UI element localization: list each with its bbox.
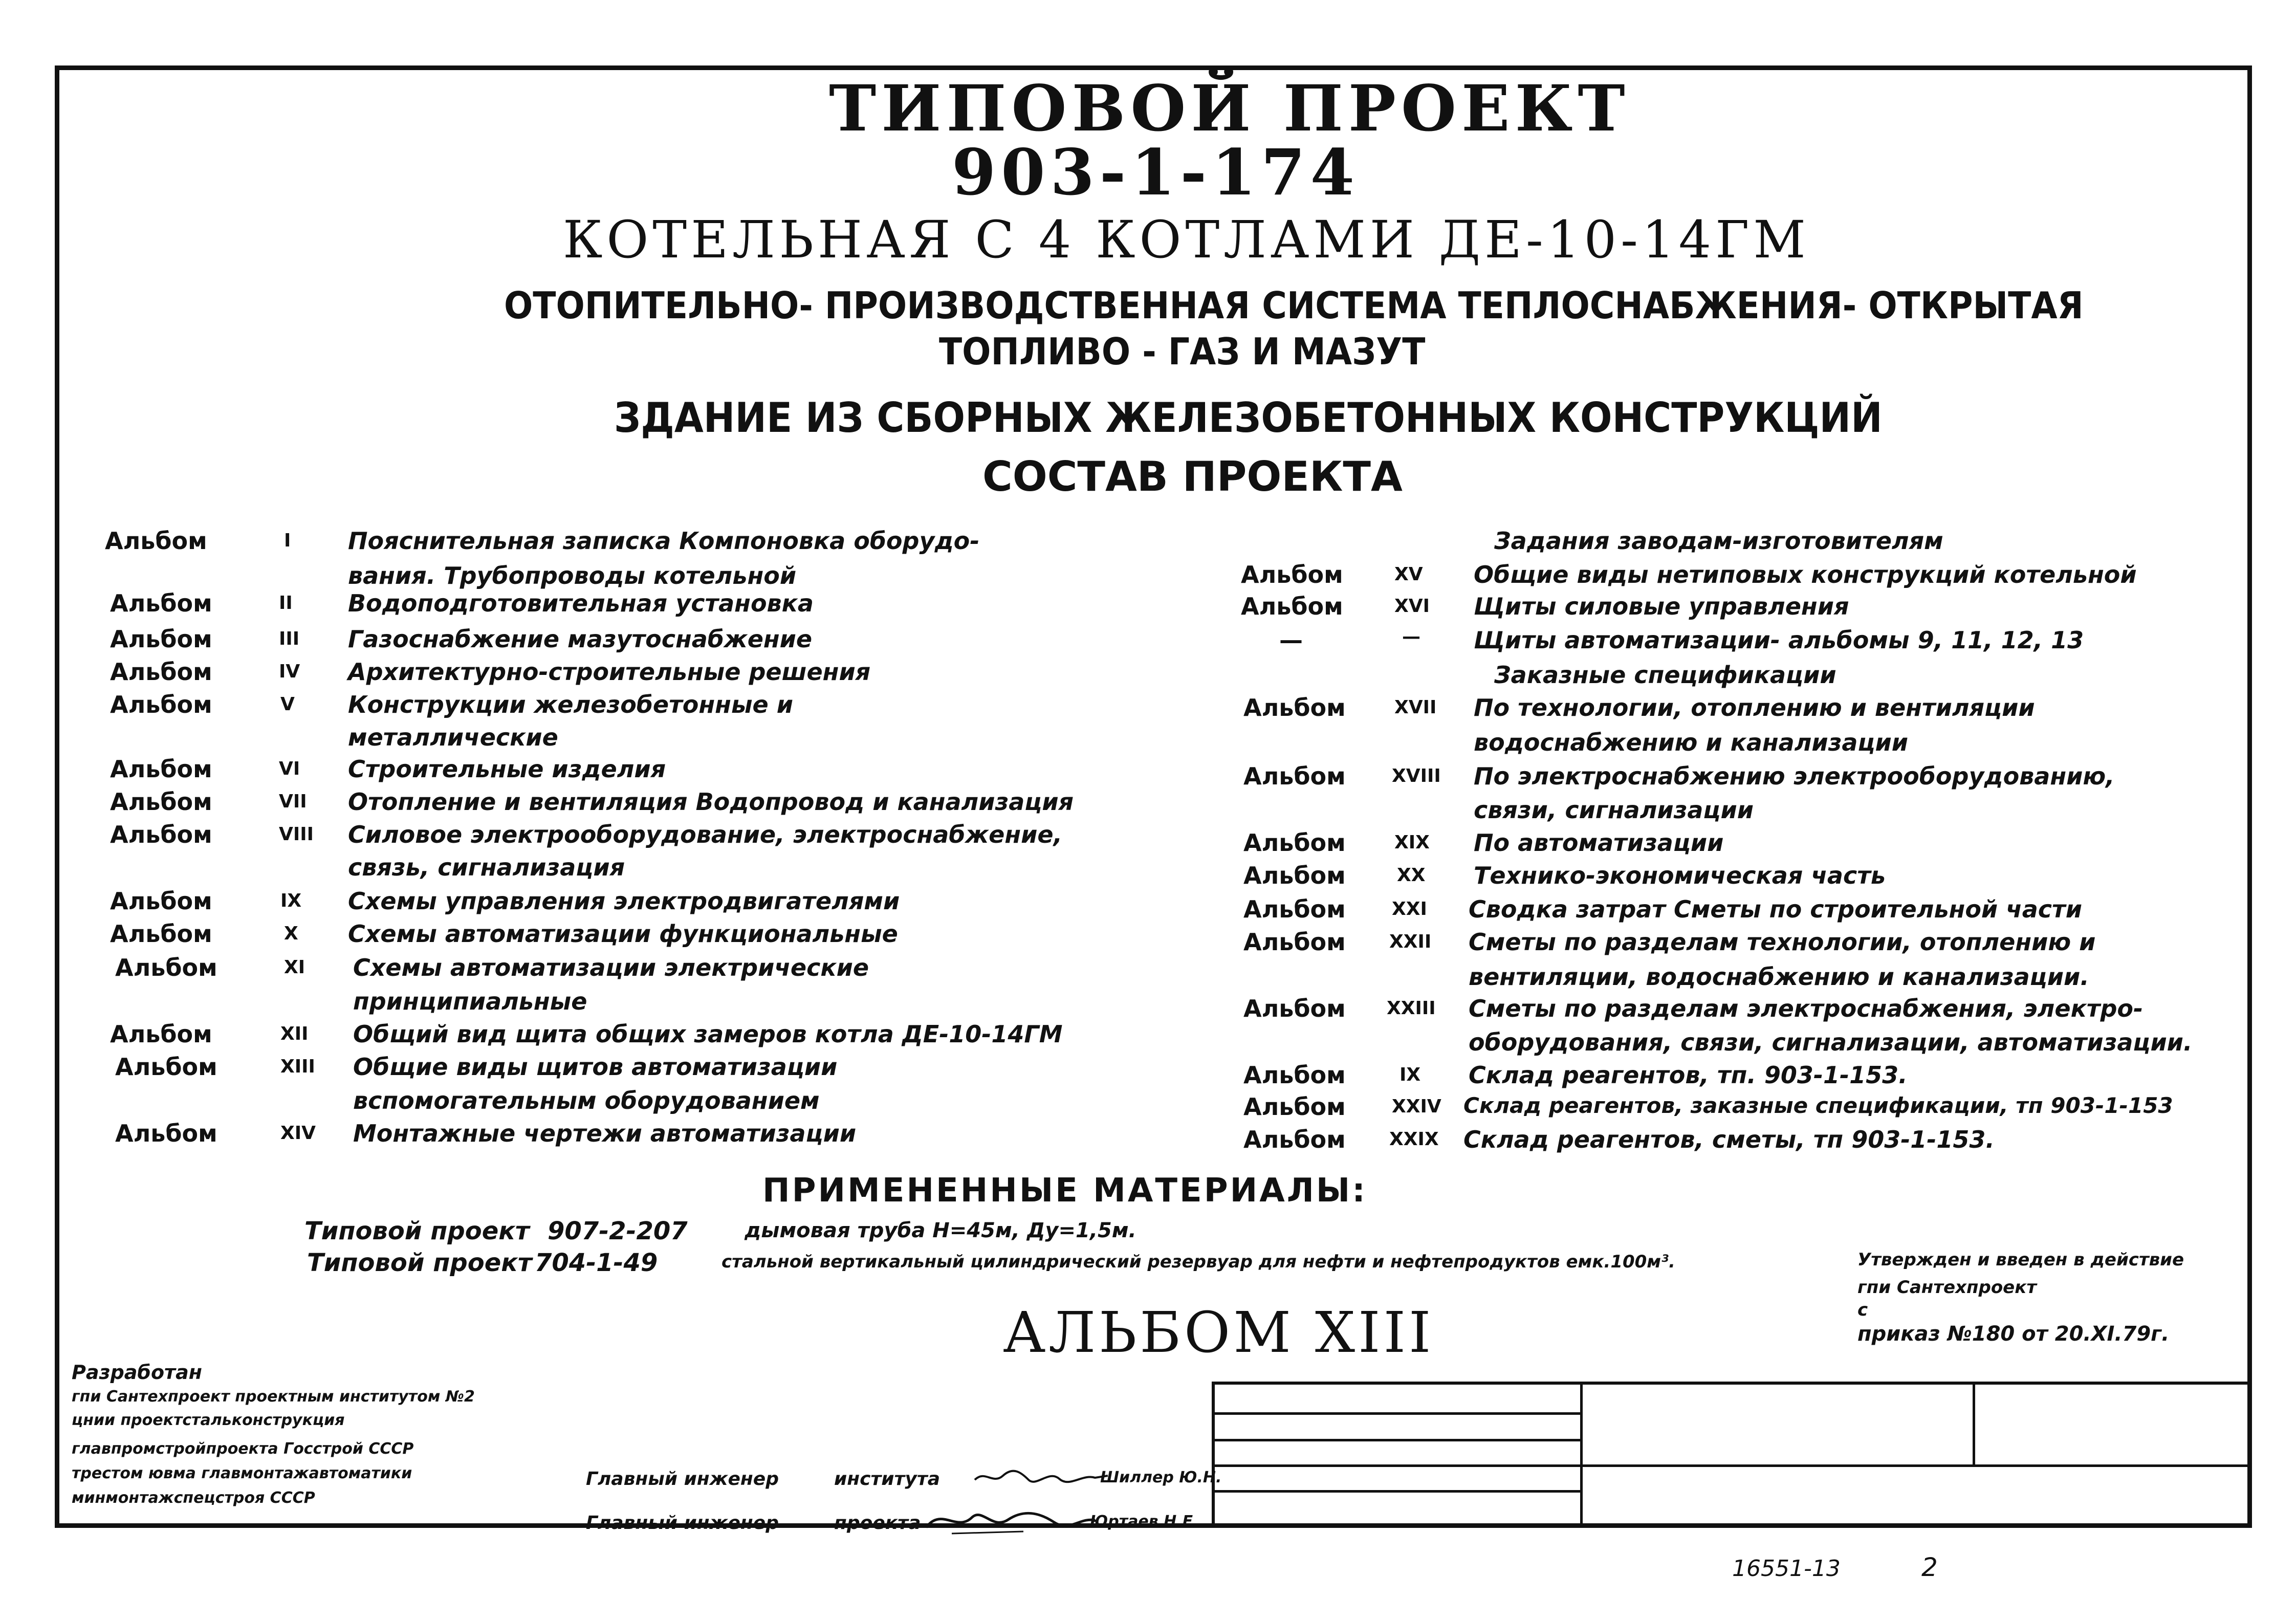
list-album-text: Склад реагентов, тп. 903-1-153.	[1469, 1061, 1908, 1089]
list-album-label: Альбом	[115, 1120, 217, 1147]
list-album-text: вентиляции, водоснабжению и канализации.	[1469, 963, 2089, 991]
list-album-number: VI	[279, 758, 300, 779]
list-album-label: —	[1279, 626, 1303, 654]
title-line-1: ТИПОВОЙ ПРОЕКТ	[829, 72, 1630, 146]
list-album-number: XI	[284, 957, 305, 978]
list-album-label: Альбом	[110, 821, 212, 848]
list-album-label: Альбом	[1243, 694, 1346, 721]
list-album-number: XXI	[1392, 899, 1427, 920]
signature-name: Шиллер Ю.Н.	[1100, 1469, 1222, 1486]
list-album-label: Альбом	[110, 658, 212, 686]
list-album-number: VII	[279, 791, 307, 812]
developer-line: трестом ювма главмонтажавтоматики	[72, 1464, 412, 1482]
list-album-text: Отопление и вентиляция Водопровод и канализация	[348, 788, 1074, 816]
signature-scribble-2	[921, 1502, 1100, 1538]
list-album-number: XII	[280, 1023, 309, 1044]
title-project-number: 903-1-174	[952, 136, 1360, 210]
list-album-text: Заказные спецификации	[1494, 661, 1836, 689]
list-album-number: II	[279, 593, 293, 614]
material-code: 704-1-49	[535, 1249, 658, 1277]
title-block-line	[1973, 1382, 1975, 1464]
signature-scribble-1	[972, 1464, 1110, 1490]
list-album-text: Щиты автоматизации- альбомы 9, 11, 12, 13	[1474, 626, 2084, 654]
list-album-label: Альбом	[1243, 829, 1346, 857]
list-album-number: XXII	[1389, 931, 1432, 952]
subtitle-building: ЗДАНИЕ ИЗ СБОРНЫХ ЖЕЛЕЗОБЕТОННЫХ КОНСТРУКЦИЙ	[614, 394, 1883, 442]
list-album-label: Альбом	[1243, 995, 1346, 1022]
list-album-label: Альбом	[110, 589, 212, 617]
approval-line-3: с	[1857, 1300, 1868, 1320]
title-block-line	[1580, 1464, 2250, 1467]
list-album-text: Архитектурно-строительные решения	[348, 658, 871, 686]
signature-role: Главный инженер	[586, 1513, 779, 1534]
list-album-number: XXIX	[1389, 1129, 1439, 1150]
list-album-number: XXIV	[1392, 1096, 1441, 1117]
developer-line: главпромстройпроекта Госстрой СССР	[72, 1440, 414, 1458]
list-album-label: Альбом	[1243, 762, 1346, 790]
material-desc: стальной вертикальный цилиндрический резервуар для нефти и нефтепродуктов емк.100м³.	[721, 1252, 1675, 1272]
list-album-number: I	[284, 530, 291, 551]
list-album-text: связь, сигнализация	[348, 853, 625, 881]
list-album-label: Альбом	[1243, 895, 1346, 923]
list-album-label: Альбом	[110, 887, 212, 915]
title-block-line	[1213, 1412, 1580, 1415]
list-album-number: III	[279, 628, 300, 649]
list-album-label: Альбом	[1243, 862, 1346, 889]
list-album-label: Альбом	[115, 954, 217, 981]
list-album-text: Конструкции железобетонные и	[348, 691, 794, 718]
list-album-text: По электроснабжению электрооборудованию,	[1474, 762, 2115, 790]
list-album-text: оборудования, связи, сигнализации, автоматизации.	[1469, 1028, 2193, 1056]
approval-line-4: приказ №180 от 20.XI.79г.	[1857, 1322, 2170, 1346]
list-album-number: XV	[1394, 564, 1423, 585]
title-block-line	[1213, 1464, 1580, 1467]
album-title: АЛЬБОМ XIII	[1003, 1300, 1434, 1365]
list-album-text: Строительные изделия	[348, 755, 666, 783]
title-block	[1212, 1382, 2252, 1528]
list-album-text: Газоснабжение мазутоснабжение	[348, 625, 813, 653]
list-album-label: Альбом	[110, 625, 212, 653]
footer-code: 16551-13	[1732, 1556, 1841, 1582]
list-album-text: вания. Трубопроводы котельной	[348, 562, 797, 589]
list-album-text: Сметы по разделам технологии, отоплению и	[1469, 928, 2096, 956]
list-album-label: Альбом	[110, 1020, 212, 1048]
signature-role: Главный инженер	[586, 1469, 779, 1490]
material-desc: дымовая труба Н=45м, Ду=1,5м.	[745, 1219, 1136, 1242]
list-album-text: вспомогательным оборудованием	[353, 1087, 820, 1114]
material-label: Типовой проект	[304, 1217, 530, 1245]
developer-line: минмонтажспецстроя СССР	[72, 1489, 315, 1507]
list-album-text: Общие виды щитов автоматизации	[353, 1053, 838, 1081]
list-album-number: XVII	[1394, 697, 1437, 718]
list-album-text: Монтажные чертежи автоматизации	[353, 1120, 857, 1147]
list-album-label: Альбом	[1243, 1093, 1346, 1121]
list-album-text: Пояснительная записка Компоновка оборудо-	[348, 527, 980, 555]
list-album-number: XIV	[280, 1123, 316, 1144]
list-album-text: По технологии, отоплению и вентиляции	[1474, 694, 2035, 721]
list-album-text: Технико-экономическая часть	[1474, 862, 1886, 889]
approval-line-1: Утвержден и введен в действие	[1857, 1250, 2184, 1270]
list-album-label: Альбом	[110, 755, 212, 783]
list-album-text: Склад реагентов, сметы, тп 903-1-153.	[1463, 1126, 1995, 1153]
material-code: 907-2-207	[548, 1217, 688, 1245]
list-album-number: XVIII	[1392, 765, 1441, 786]
material-label: Типовой проект	[307, 1249, 532, 1277]
materials-heading: ПРИМЕНЕННЫЕ МАТЕРИАЛЫ:	[762, 1172, 1367, 1210]
list-album-number: IX	[1400, 1064, 1421, 1085]
developer-line: цнии проектстальконструкция	[72, 1411, 345, 1429]
list-album-number: XIX	[1394, 832, 1430, 853]
list-album-text: металлические	[348, 724, 558, 751]
list-album-number: IX	[280, 890, 302, 911]
developer-line: гпи Сантехпроект проектным институтом №2	[72, 1388, 475, 1406]
list-album-label: Альбом	[110, 788, 212, 816]
subtitle-system: ОТОПИТЕЛЬНО- ПРОИЗВОДСТВЕННАЯ СИСТЕМА ТЕПЛОСНАБЖЕНИЯ- ОТКРЫТАЯ	[504, 284, 2084, 327]
subtitle-fuel: ТОПЛИВО - ГАЗ И МАЗУТ	[939, 330, 1426, 373]
list-album-text: Щиты силовые управления	[1474, 593, 1849, 620]
list-album-label: Альбом	[1241, 561, 1343, 588]
footer-page: 2	[1921, 1552, 1938, 1582]
title-boiler: КОТЕЛЬНАЯ С 4 КОТЛАМИ ДЕ-10-14ГМ	[563, 210, 1810, 270]
list-album-text: Сводка затрат Сметы по строительной части	[1469, 895, 2082, 923]
list-album-number: VIII	[279, 824, 314, 845]
list-album-number: IV	[279, 661, 300, 682]
list-album-number: XX	[1397, 865, 1426, 886]
title-block-line	[1213, 1439, 1580, 1441]
list-album-number: XIII	[280, 1056, 315, 1077]
list-album-number: XVI	[1394, 596, 1430, 617]
list-album-text: Водоподготовительная установка	[348, 589, 814, 617]
list-album-text: Склад реагентов, заказные спецификации, тп 903-1-153	[1463, 1093, 2173, 1118]
list-album-label: Альбом	[1243, 928, 1346, 956]
list-album-text: По автоматизации	[1474, 829, 1724, 857]
list-album-text: Силовое электрооборудование, электроснабжение,	[348, 821, 1063, 848]
developer-heading: Разработан	[72, 1361, 202, 1384]
list-album-number: XXIII	[1387, 998, 1436, 1019]
list-album-label: Альбом	[105, 527, 207, 555]
list-album-text: Схемы автоматизации электрические	[353, 954, 869, 981]
list-album-text: Сметы по разделам электроснабжения, электро-	[1469, 995, 2144, 1022]
list-album-label: Альбом	[1243, 1126, 1346, 1153]
list-album-label: Альбом	[110, 691, 212, 718]
list-album-text: Схемы автоматизации функциональные	[348, 920, 898, 948]
list-album-label: Альбом	[115, 1053, 217, 1081]
subtitle-composition: СОСТАВ ПРОЕКТА	[982, 453, 1403, 500]
list-album-label: Альбом	[1241, 593, 1343, 620]
list-album-number: —	[1402, 626, 1420, 647]
list-album-text: Общие виды нетиповых конструкций котельной	[1474, 561, 2137, 588]
list-album-text: принципиальные	[353, 988, 587, 1015]
title-block-line	[1580, 1382, 1583, 1528]
signature-name: Юртаев Н.Е.	[1090, 1513, 1199, 1530]
list-album-text: водоснабжению и канализации	[1474, 729, 1908, 756]
approval-line-2: гпи Сантехпроект	[1857, 1277, 2037, 1298]
list-album-text: связи, сигнализации	[1474, 796, 1754, 824]
list-album-text: Общий вид щита общих замеров котла ДЕ-10-14ГМ	[353, 1020, 1063, 1048]
list-album-label: Альбом	[110, 920, 212, 948]
list-album-text: Задания заводам-изготовителям	[1494, 527, 1943, 555]
list-album-label: Альбом	[1243, 1061, 1346, 1089]
title-block-line	[1213, 1490, 1580, 1493]
signature-of: проекта	[834, 1513, 921, 1534]
list-album-number: X	[284, 923, 298, 944]
list-album-text: Схемы управления электродвигателями	[348, 887, 900, 915]
signature-of: института	[834, 1469, 941, 1490]
list-album-number: V	[280, 694, 295, 715]
